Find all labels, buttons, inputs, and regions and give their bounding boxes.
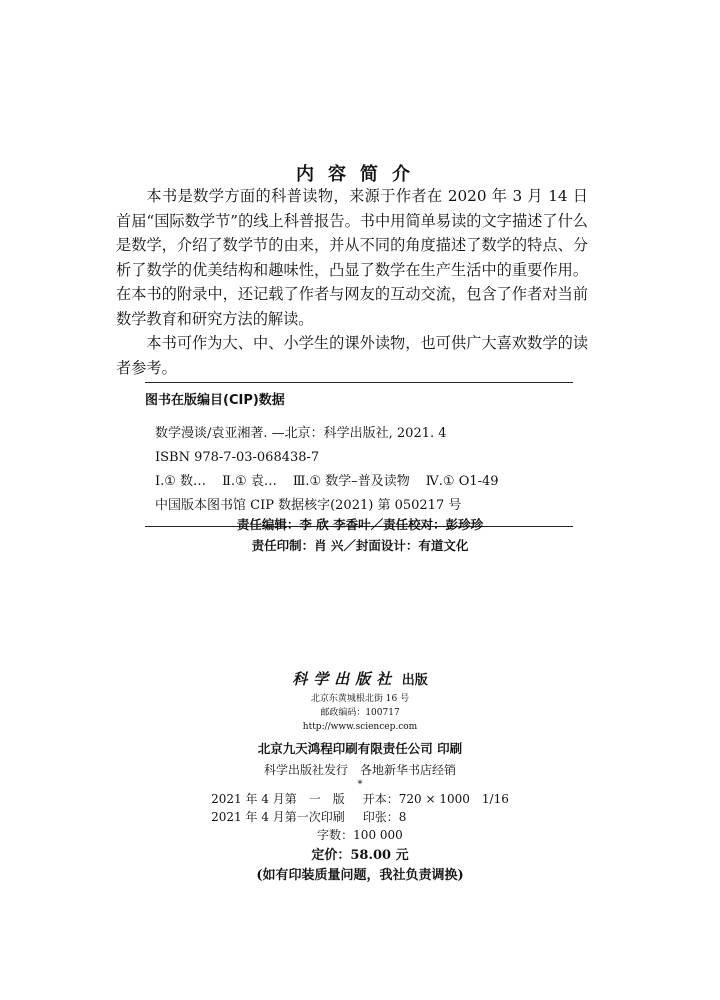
price: 定价：58.00 元 <box>311 848 409 863</box>
sheets: 印张：8 <box>362 810 407 824</box>
credits-editor-line: 责任编辑：李 欣 李香叶／责任校对：彭珍珍 <box>236 517 484 532</box>
publisher-address: 北京东黄城根北街 16 号 <box>310 694 410 704</box>
cip-class-item: Ⅳ.① O1-49 <box>425 474 499 489</box>
publisher-suffix: 出版 <box>401 673 428 688</box>
printer-suffix: 印刷 <box>437 741 463 756</box>
printer-line <box>0 738 720 760</box>
cip-class-item: Ⅲ.① 数学–普及读物 <box>292 474 410 489</box>
specs-table <box>211 790 509 844</box>
credits-print-line: 责任印制：肖 兴／封面设计：有道文化 <box>251 538 469 553</box>
cip-block <box>145 382 573 527</box>
distribution-line: 科学出版社发行 各地新华书店经销 <box>263 763 456 777</box>
separator-star: * <box>357 779 363 790</box>
cip-heading: 图书在版编目(CIP)数据 <box>145 393 285 408</box>
summary-paragraph: 本书是数学方面的科普读物，来源于作者在 2020 年 3 月 14 日首届“国际数学节”的线上科普报告。书中用简单易读的文字描述了什么是数学，介绍了数学节的由来，并从不同的角度描述了数学的特点、分析了数学的优美结构和趣味性，凸显了数学在生产生活中的重要作用。在本书的附录中，还记载了作者与网友的互动交流，包含了作者对当前数学教育和研究方法的解读。 <box>116 187 588 328</box>
credits <box>0 514 720 556</box>
cip-class-item: Ⅰ.① 数… <box>155 474 207 489</box>
cip-isbn: ISBN 978-7-03-068438-7 <box>155 450 320 465</box>
summary-paragraph: 本书可作为大、中、小学生的课外读物，也可供广大喜欢数学的读者参考。 <box>116 334 588 377</box>
cip-class-item: Ⅱ.① 袁… <box>222 474 277 489</box>
page-title: 内容简介 <box>296 164 424 185</box>
publisher-website: http://www.sciencep.com <box>302 722 418 732</box>
format: 开本：720 × 1000 1/16 <box>362 792 509 806</box>
publisher-logo: 科学出版社 <box>292 670 398 688</box>
word-count: 字数：100 000 <box>317 828 403 842</box>
cip-bibliographic-line: 数学漫谈/袁亚湘著. —北京：科学出版社, 2021. 4 <box>155 426 447 441</box>
quality-notice: (如有印装质量问题，我社负责调换) <box>256 868 464 883</box>
cip-number: 中国版本图书馆 CIP 数据核字(2021) 第 050217 号 <box>155 498 462 513</box>
imprint-block <box>0 668 720 886</box>
publisher-line <box>0 668 720 692</box>
summary-section <box>116 184 588 380</box>
edition: 2021 年 4 月第 一 版 <box>211 792 345 806</box>
cip-classification <box>145 470 573 494</box>
printer-name: 北京九天鸿程印刷有限责任公司 <box>257 741 433 756</box>
printing: 2021 年 4 月第一次印刷 <box>211 810 345 824</box>
publisher-postcode: 邮政编码：100717 <box>320 708 400 718</box>
